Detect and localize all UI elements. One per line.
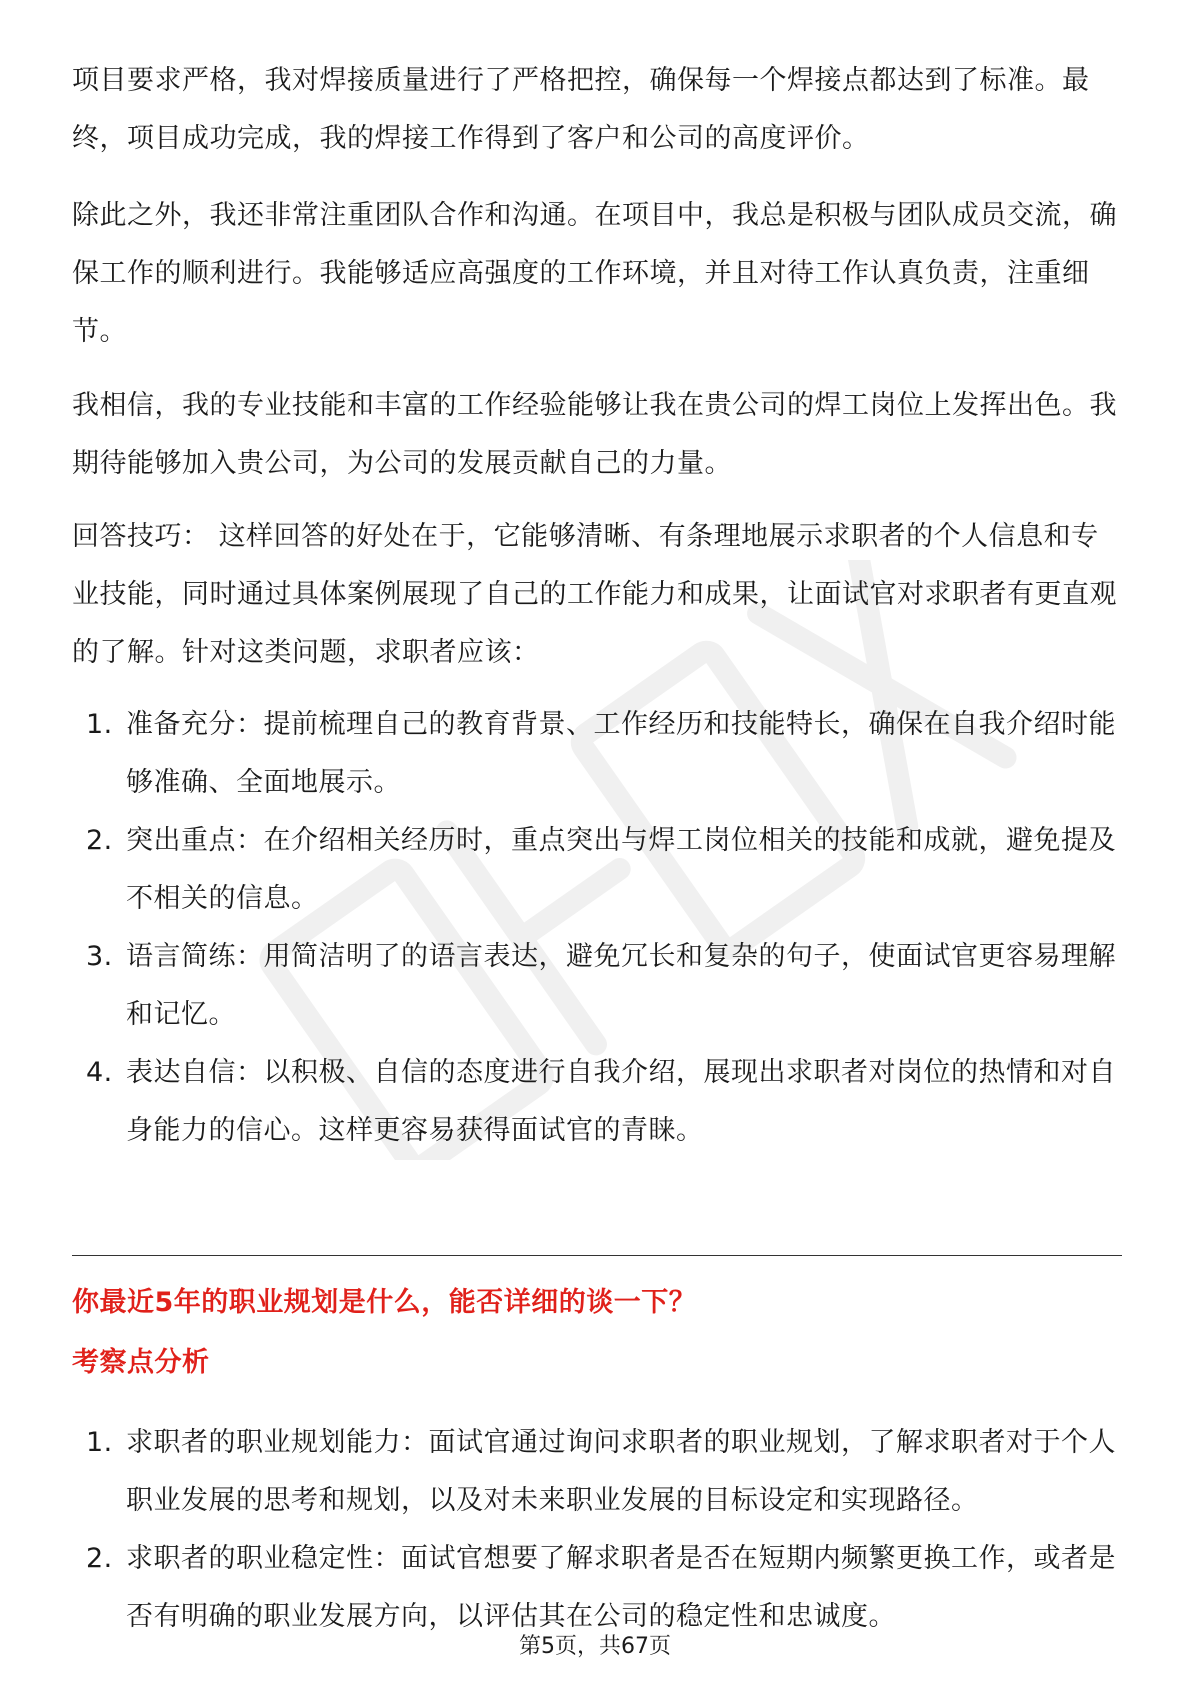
list-item-number: 1. xyxy=(86,709,113,740)
list-item-text: 表达自信：以积极、自信的态度进行自我介绍，展现出求职者对岗位的热情和对自身能力的信心。这样更容易获得面试官的青睐。 xyxy=(126,1057,1116,1146)
list-item xyxy=(72,1414,1122,1530)
list-item-text: 突出重点：在介绍相关经历时，重点突出与焊工岗位相关的技能和成就，避免提及不相关的信息。 xyxy=(126,825,1116,914)
section-divider xyxy=(72,1255,1122,1256)
list-item-text: 求职者的职业稳定性：面试官想要了解求职者是否在短期内频繁更换工作，或者是否有明确的职业发展方向，以评估其在公司的稳定性和忠诚度。 xyxy=(126,1543,1116,1632)
list-item xyxy=(72,1530,1122,1646)
analysis-points-list xyxy=(72,1414,1122,1646)
paragraph-teamwork: 除此之外，我还非常注重团队合作和沟通。在项目中，我总是积极与团队成员交流，确保工作的顺利进行。我能够适应高强度的工作环境，并且对待工作认真负责，注重细节。 xyxy=(72,200,1117,347)
paragraph-answer-tips: 回答技巧： 这样回答的好处在于，它能够清晰、有条理地展示求职者的个人信息和专业技能，同时通过具体案例展现了自己的工作能力和成果，让面试官对求职者有更直观的了解。针对这类问题，求职者应该： xyxy=(72,521,1117,668)
list-item xyxy=(72,696,1122,812)
paragraph-closing-statement: 我相信，我的专业技能和丰富的工作经验能够让我在贵公司的焊工岗位上发挥出色。我期待能够加入贵公司，为公司的发展贡献自己的力量。 xyxy=(72,390,1117,479)
analysis-heading: 考察点分析 xyxy=(72,1347,210,1378)
list-item xyxy=(72,928,1122,1044)
list-item xyxy=(72,812,1122,928)
question-title: 你最近5年的职业规划是什么，能否详细的谈一下？ xyxy=(72,1287,697,1318)
list-item-text: 语言简练：用简洁明了的语言表达，避免冗长和复杂的句子，使面试官更容易理解和记忆。 xyxy=(126,941,1116,1030)
list-item-number: 2. xyxy=(86,1543,113,1574)
list-item-number: 3. xyxy=(86,941,113,972)
list-item xyxy=(72,1044,1122,1160)
list-item-number: 2. xyxy=(86,825,113,856)
list-item-number: 4. xyxy=(86,1057,113,1088)
list-item-text: 求职者的职业规划能力：面试官通过询问求职者的职业规划，了解求职者对于个人职业发展的思考和规划，以及对未来职业发展的目标设定和实现路径。 xyxy=(126,1427,1116,1516)
paragraph-project-result: 项目要求严格，我对焊接质量进行了严格把控，确保每一个焊接点都达到了标准。最终，项目成功完成，我的焊接工作得到了客户和公司的高度评价。 xyxy=(72,65,1090,154)
list-item-number: 1. xyxy=(86,1427,113,1458)
list-item-text: 准备充分：提前梳理自己的教育背景、工作经历和技能特长，确保在自我介绍时能够准确、全面地展示。 xyxy=(126,709,1116,798)
page-number-footer: 第5页，共67页 xyxy=(519,1634,671,1659)
tips-list xyxy=(72,696,1122,1160)
